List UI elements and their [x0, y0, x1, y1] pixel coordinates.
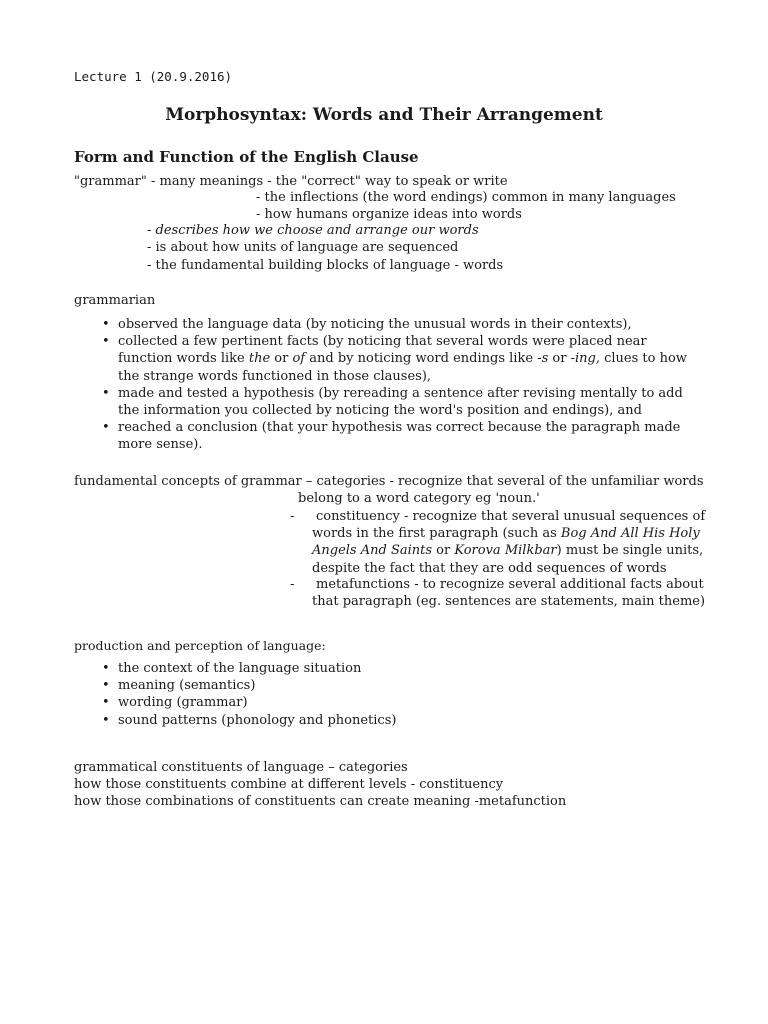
page-title: Morphosyntax: Words and Their Arrangement: [165, 105, 603, 125]
list-item: • made and tested a hypothesis (by rereading a sentence after revising mentally to add the information you collected by noticing the word's position and endings), and: [100, 385, 690, 419]
grammar-line-5: - is about how units of language are sequenced: [147, 240, 459, 255]
list-item: • collected a few pertinent facts (by noticing that several words were placed near function words like the or of and by noticing word endings like -s or -ing, clues to how the strange words functioned in those clauses),: [100, 333, 690, 385]
list-item: • meaning (semantics): [100, 677, 690, 694]
list-item: • the context of the language situation: [100, 660, 690, 677]
grammar-line-3: - how humans organize ideas into words: [256, 207, 522, 222]
grammar-line-4: - describes how we choose and arrange our words: [147, 223, 479, 238]
section-heading: Form and Function of the English Clause: [74, 148, 419, 166]
production-list: [100, 660, 690, 729]
grammar-line-1: "grammar" - many meanings - the "correct" way to speak or write: [74, 174, 508, 189]
lecture-label: Lecture 1 (20.9.2016): [74, 69, 233, 84]
grammar-line-6: - the fundamental building blocks of language - words: [147, 258, 504, 273]
list-item: • reached a conclusion (that your hypothesis was correct because the paragraph made more sense).: [100, 419, 690, 453]
list-item: • wording (grammar): [100, 694, 690, 711]
list-item: • observed the language data (by noticing the unusual words in their contexts),: [100, 316, 690, 333]
summary-line-1: grammatical constituents of language – categories: [74, 760, 408, 775]
production-label: production and perception of language:: [74, 638, 326, 653]
grammarian-list: [100, 316, 690, 454]
concepts-line-2: belong to a word category eg 'noun.': [298, 491, 540, 506]
summary-line-3: how those combinations of constituents can create meaning -metafunction: [74, 794, 567, 809]
concepts-line-1: fundamental concepts of grammar – categories - recognize that several of the unfamiliar words: [74, 474, 704, 489]
summary-line-2: how those constituents combine at different levels - constituency: [74, 777, 504, 792]
grammar-line-2: - the inflections (the word endings) common in many languages: [256, 190, 676, 205]
list-item: • sound patterns (phonology and phonetics): [100, 712, 690, 729]
grammarian-label: grammarian: [74, 293, 156, 308]
